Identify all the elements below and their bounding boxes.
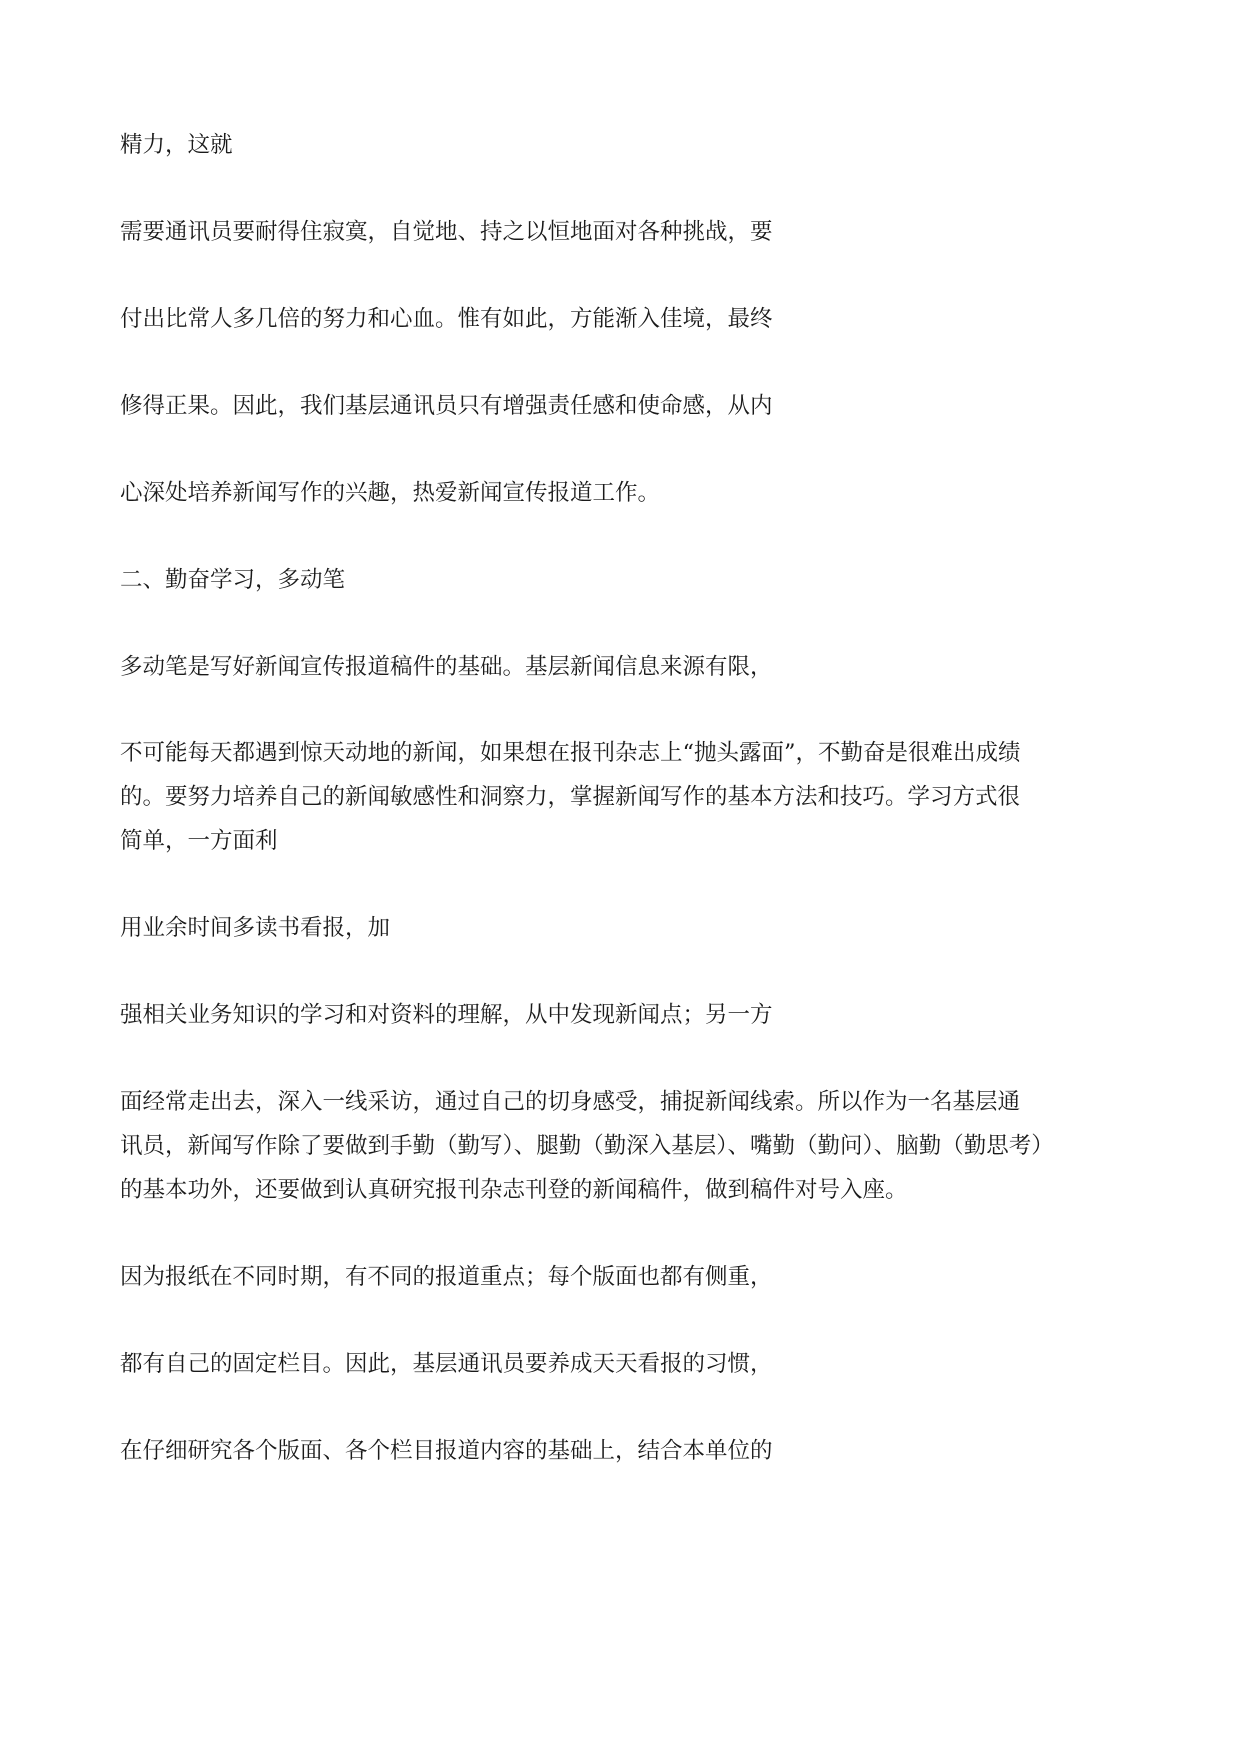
text-line: 简单，一方面利 — [120, 828, 278, 854]
text-line: 在仔细研究各个版面、各个栏目报道内容的基础上，结合本单位的 — [120, 1438, 773, 1464]
text-line: 强相关业务知识的学习和对资料的理解，从中发现新闻点；另一方 — [120, 1002, 773, 1028]
text-line: 面经常走出去，深入一线采访，通过自己的切身感受，捕捉新闻线索。所以作为一名基层通 — [120, 1089, 1021, 1115]
text-line: 的。要努力培养自己的新闻敏感性和洞察力，掌握新闻写作的基本方法和技巧。学习方式很 — [120, 784, 1021, 810]
text-line: 都有自己的固定栏目。因此，基层通讯员要养成天天看报的习惯， — [120, 1351, 773, 1377]
section-heading: 二、勤奋学习，多动笔 — [120, 567, 346, 593]
text-line: 不可能每天都遇到惊天动地的新闻，如果想在报刊杂志上“抛头露面”，不勤奋是很难出成绩 — [120, 740, 1021, 766]
text-line: 需要通讯员要耐得住寂寞，自觉地、持之以恒地面对各种挑战，要 — [120, 219, 773, 245]
text-line: 修得正果。因此，我们基层通讯员只有增强责任感和使命感，从内 — [120, 393, 773, 419]
text-line: 的基本功外，还要做到认真研究报刊杂志刊登的新闻稿件，做到稿件对号入座。 — [120, 1177, 908, 1203]
text-line: 心深处培养新闻写作的兴趣，热爱新闻宣传报道工作。 — [120, 480, 661, 506]
text-line: 因为报纸在不同时期，有不同的报道重点；每个版面也都有侧重， — [120, 1264, 773, 1290]
text-line: 用业余时间多读书看报，加 — [120, 915, 391, 941]
text-line: 多动笔是写好新闻宣传报道稿件的基础。基层新闻信息来源有限， — [120, 654, 773, 680]
text-line: 精力，这就 — [120, 132, 233, 158]
text-line: 付出比常人多几倍的努力和心血。惟有如此，方能渐入佳境，最终 — [120, 306, 773, 332]
text-line: 讯员，新闻写作除了要做到手勤（勤写）、腿勤（勤深入基层）、嘴勤（勤问）、脑勤（勤思考） — [120, 1133, 1054, 1159]
